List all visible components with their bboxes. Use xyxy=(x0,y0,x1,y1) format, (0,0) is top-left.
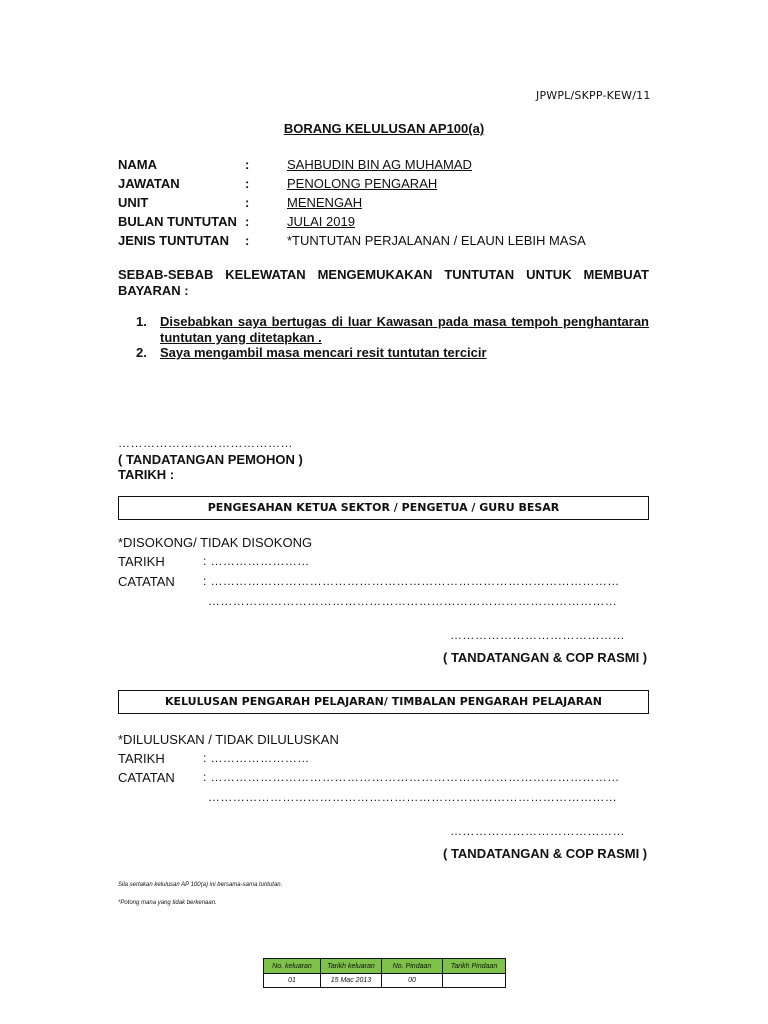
field-colon: : xyxy=(245,195,250,210)
decision-disokong: *DISOKONG/ TIDAK DISOKONG xyxy=(118,535,313,550)
field-colon: : xyxy=(245,214,250,229)
field-value: SAHBUDIN BIN AG MUHAMAD xyxy=(287,157,472,172)
sig-dots: …………………………………… xyxy=(450,824,625,838)
field-colon: : xyxy=(245,157,250,172)
field-label: BULAN TUNTUTAN xyxy=(118,214,237,229)
reason-item xyxy=(118,345,649,361)
field-colon: : xyxy=(245,233,250,248)
section1-notes-row xyxy=(118,574,658,592)
field-value: PENOLONG PENGARAH xyxy=(287,176,438,191)
date-label: TARIKH xyxy=(118,751,165,766)
reasons-heading: SEBAB-SEBAB KELEWATAN MENGEMUKAKAN TUNTUTAN UNTUK MEMBUAT BAYARAN : xyxy=(118,267,649,298)
reason-number: 2. xyxy=(136,345,147,360)
reason-item xyxy=(118,314,649,346)
notes-label: CATATAN xyxy=(118,770,175,785)
official-signature-label: ( TANDATANGAN & COP RASMI ) xyxy=(443,846,648,861)
header-cell: Tarikh keluaran xyxy=(321,959,382,974)
header-cell: No. keluaran xyxy=(264,959,321,974)
applicant-signature-line: …………………………………… xyxy=(118,436,293,450)
date-label: TARIKH xyxy=(118,554,165,569)
applicant-date-label: TARIKH : xyxy=(118,467,175,482)
section-header-kelulusan: KELULUSAN PENGARAH PELAJARAN/ TIMBALAN PENGARAH PELAJARAN xyxy=(118,690,649,714)
field-value: JULAI 2019 xyxy=(287,214,355,229)
table-cell: 00 xyxy=(382,974,443,988)
section1-date-row xyxy=(118,554,638,572)
table-row xyxy=(264,974,506,988)
revision-table-header xyxy=(264,959,506,974)
form-title: BORANG KELULUSAN AP100(a) xyxy=(283,121,485,136)
field-label: NAMA xyxy=(118,157,157,172)
header-cell: No. Pindaan xyxy=(382,959,443,974)
revision-table xyxy=(263,958,506,988)
section2-notes-row xyxy=(118,770,658,788)
field-label: UNIT xyxy=(118,195,149,210)
notes-dots: : ……………………………………………………………………………………… xyxy=(203,770,620,784)
section2-date-row xyxy=(118,751,638,769)
date-dots: : …………………… xyxy=(203,554,310,568)
field-value: *TUNTUTAN PERJALANAN / ELAUN LEBIH MASA xyxy=(287,233,586,248)
notes-label: CATATAN xyxy=(118,574,175,589)
table-cell: 01 xyxy=(264,974,321,988)
notes-dots-line2: ……………………………………………………………………………………… xyxy=(208,594,618,608)
applicant-signature-label: ( TANDATANGAN PEMOHON ) xyxy=(118,452,303,467)
sig-dots: …………………………………… xyxy=(450,628,625,642)
notes-dots: : ……………………………………………………………………………………… xyxy=(203,574,620,588)
table-cell: 15 Mac 2013 xyxy=(321,974,382,988)
footnote: *Potong mana yang tidak berkenaan. xyxy=(118,900,217,906)
field-colon: : xyxy=(245,176,250,191)
table-cell xyxy=(443,974,506,988)
field-value: MENENGAH xyxy=(287,195,363,210)
section-header-pengesahan: PENGESAHAN KETUA SEKTOR / PENGETUA / GURU BESAR xyxy=(118,496,649,520)
reason-text: Saya mengambil masa mencari resit tuntutan tercicir xyxy=(160,345,487,360)
notes-dots-line2: ……………………………………………………………………………………… xyxy=(208,790,618,804)
date-dots: : …………………… xyxy=(203,751,310,765)
decision-diluluskan: *DILULUSKAN / TIDAK DILULUSKAN xyxy=(118,732,339,747)
reference-code: JPWPL/SKPP-KEW/11 xyxy=(536,89,651,102)
official-signature-label: ( TANDATANGAN & COP RASMI ) xyxy=(443,650,648,665)
field-label: JENIS TUNTUTAN xyxy=(118,233,229,248)
reason-number: 1. xyxy=(136,314,147,329)
header-cell: Tarikh Pindaan xyxy=(443,959,506,974)
field-label: JAWATAN xyxy=(118,176,180,191)
reason-text: Disebabkan saya bertugas di luar Kawasan pada masa tempoh penghantaran tuntutan yang ditetapkan . xyxy=(160,314,649,345)
footnote: Sila sertakan kelulusan AP 100(a) ini bersama-sama tuntutan. xyxy=(118,882,283,888)
